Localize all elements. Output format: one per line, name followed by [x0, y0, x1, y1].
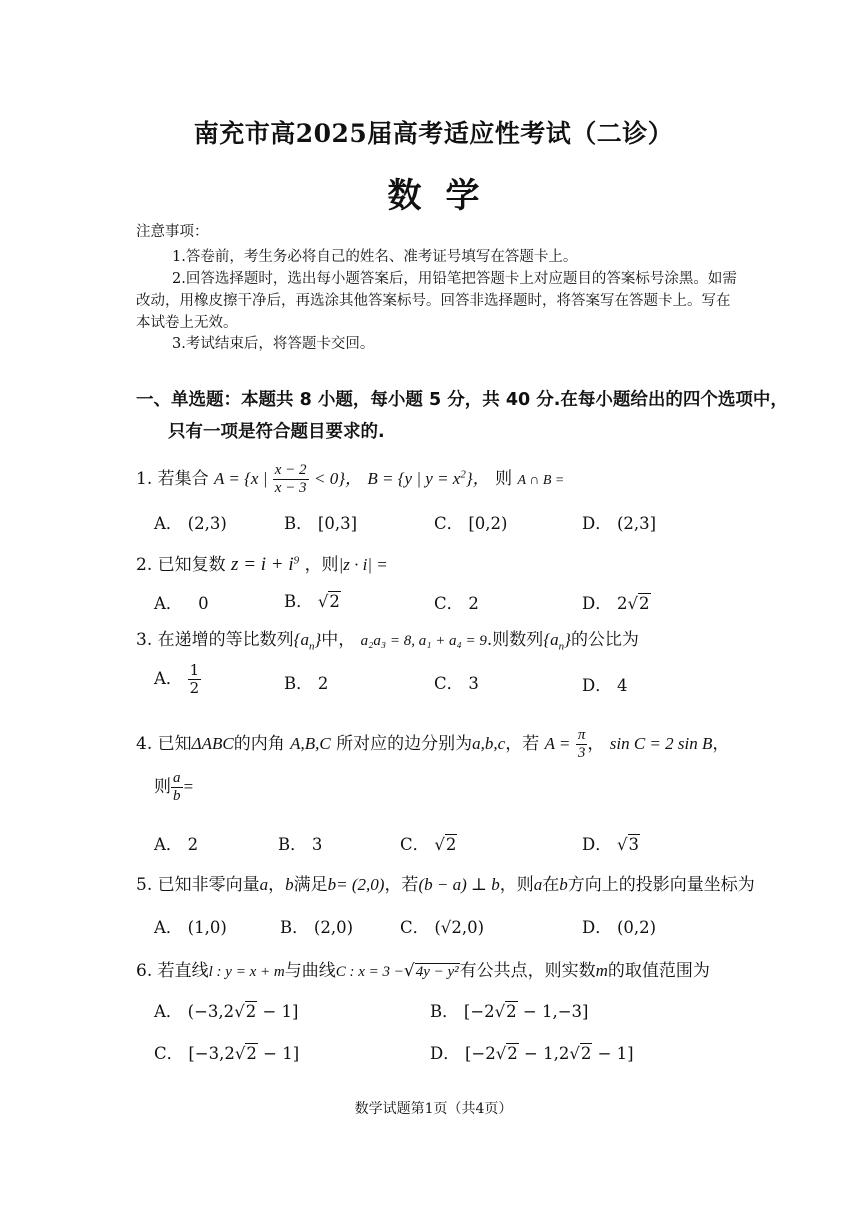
vector-a: a: [259, 875, 269, 894]
option-a: [154, 662, 201, 697]
option-label: C．: [400, 835, 430, 854]
math-expr: B = {y | y = x: [367, 469, 461, 488]
option-value: [0,3]: [317, 514, 358, 533]
question-number: 2.: [136, 555, 153, 575]
math-expr: (b − a) ⊥ b: [418, 875, 500, 894]
option-label: D．: [582, 918, 612, 937]
option-label: A．: [154, 1002, 183, 1021]
fraction-denominator: 3: [577, 745, 586, 761]
fraction-denominator: 2: [189, 679, 200, 697]
question-number: 5.: [136, 875, 153, 895]
superscript: 9: [293, 554, 300, 567]
option-value: [−3,2: [188, 1044, 235, 1063]
option-label: D．: [582, 514, 612, 533]
option-value: − 1]: [257, 1044, 300, 1063]
question-text: 满足: [293, 875, 328, 895]
math-expr: l : y = x + m: [208, 964, 285, 980]
question-4: [136, 727, 729, 762]
question-number: 4.: [136, 734, 153, 754]
vector-b: b: [327, 875, 337, 894]
option-value: 3: [468, 674, 479, 693]
vector-b: b: [285, 875, 294, 894]
option-value: (0,2): [616, 918, 657, 937]
option-value: (2,0): [313, 918, 354, 937]
vector-b: b: [559, 875, 568, 894]
sqrt-radicand: 2: [506, 1002, 517, 1021]
math-expr: ΔABC: [191, 734, 234, 753]
math-expr: }，: [465, 469, 490, 488]
math-expr: A = {x |: [214, 469, 268, 488]
option-label: B．: [284, 674, 313, 693]
math-expr: A =: [544, 734, 571, 753]
math-expr: |z · i| =: [338, 555, 388, 574]
notice-item-1: 1.答卷前，考生务必将自己的姓名、准考证号填写在答题卡上。: [172, 249, 578, 265]
option-value: 4: [616, 676, 628, 695]
option-b: [284, 670, 328, 694]
option-b: B． [−2√2 − 1,−3]: [430, 1002, 589, 1021]
fraction-numerator: 1: [189, 661, 200, 679]
question-text: 若直线: [157, 961, 209, 981]
option-b: B． √2: [284, 592, 340, 611]
option-label: B．: [284, 592, 313, 611]
question-text: ，若: [384, 875, 419, 895]
math-expr: {a: [293, 630, 309, 649]
option-a: [154, 914, 227, 938]
fraction: [273, 462, 309, 497]
question-text: 的取值范围为: [607, 961, 710, 981]
question-text: 已知: [157, 734, 192, 754]
question-text: ，则: [499, 875, 534, 895]
option-label: C．: [434, 514, 464, 533]
option-d: [582, 510, 656, 534]
option-d: D． 2√2: [582, 594, 650, 613]
fraction: [171, 770, 183, 805]
option-d: [582, 672, 627, 696]
option-a: [154, 831, 198, 855]
option-label: B．: [278, 835, 307, 854]
math-expr: A,B,C: [290, 734, 331, 753]
question-number: 1.: [136, 469, 153, 489]
option-value: 2: [468, 594, 479, 613]
option-value: (1,0): [187, 918, 227, 937]
sqrt-radicand: 4y − y²: [415, 964, 459, 980]
sqrt-radicand: 3: [628, 835, 639, 854]
option-label: C．: [400, 918, 430, 937]
option-value: 2: [187, 835, 199, 854]
option-b: [284, 510, 357, 534]
math-expr: {a: [543, 630, 559, 649]
option-d: D． [−2√2 − 1,2√2 − 1]: [430, 1044, 634, 1063]
option-value: − 1,2: [518, 1044, 570, 1063]
question-text: ，若: [505, 734, 540, 754]
fraction: [188, 662, 202, 697]
option-value: 2,0: [451, 918, 478, 937]
question-3: [136, 625, 639, 652]
question-number: 6.: [136, 961, 153, 981]
option-label: D．: [582, 835, 612, 854]
notice-heading: 注意事项：: [136, 224, 209, 240]
math-expr: z = i + i: [231, 554, 294, 575]
option-value: 2: [317, 674, 329, 693]
option-label: D．: [430, 1044, 460, 1063]
question-number: 3.: [136, 630, 153, 650]
sqrt-radicand: 2: [445, 835, 457, 854]
option-value: (−3,2: [187, 1002, 235, 1021]
page-footer: 数学试题第1页（共4页）: [354, 1101, 513, 1117]
math-expr: sin C = 2 sin B: [609, 734, 713, 753]
question-4-line-2: [154, 770, 194, 805]
question-text: .则数列: [486, 630, 544, 650]
question-1: [136, 462, 564, 497]
question-text: 已知非零向量: [157, 875, 260, 895]
question-text: 方向上的投影向量坐标为: [567, 875, 755, 895]
subject-title: 数学: [387, 176, 504, 216]
sqrt-radicand: 2: [580, 1044, 592, 1063]
fraction-numerator: π: [577, 727, 586, 743]
option-label: C．: [434, 674, 464, 693]
question-text: ，: [587, 734, 605, 754]
option-d: D． √3: [582, 835, 639, 854]
option-value: 3: [311, 835, 323, 854]
math-expr: < 0}，: [313, 469, 362, 488]
math-expr: }: [564, 630, 571, 649]
sqrt-radicand: 2: [507, 1044, 518, 1063]
option-label: A．: [154, 835, 183, 854]
fraction-numerator: a: [173, 770, 181, 786]
section-heading-continued: 只有一项是符合题目要求的.: [168, 422, 385, 442]
math-expr: a₂a₃ = 8, a₁ + a₄ = 9: [360, 633, 487, 649]
option-label: A．: [154, 918, 183, 937]
sqrt-radicand: 2: [639, 594, 650, 613]
exam-title: 南充市高2025届高考适应性考试（二诊）: [193, 119, 674, 148]
question-text: 则: [154, 777, 171, 797]
superscript: 2: [460, 468, 466, 481]
question-text: ，: [712, 734, 730, 754]
option-value: [0,2): [468, 514, 508, 533]
option-label: D．: [582, 676, 612, 695]
option-value: − 1,−3]: [517, 1002, 589, 1021]
math-expr: m: [595, 961, 608, 980]
notice-item-2-line-1: 2.回答选择题时，选出每小题答案后，用铅笔把答题卡上对应题目的答案标号涂黑。如需: [172, 271, 737, 287]
question-2: [136, 550, 388, 576]
fraction-denominator: b: [173, 788, 181, 804]
option-b: [280, 914, 353, 938]
question-text: 的公比为: [570, 630, 639, 650]
option-value: [−2: [463, 1002, 495, 1021]
option-value: (2,3): [187, 514, 227, 533]
option-c: [434, 590, 479, 614]
option-label: B．: [280, 918, 309, 937]
option-label: C．: [434, 594, 464, 613]
option-c: C． (√2,0): [400, 918, 485, 937]
option-d: [582, 914, 656, 938]
notice-item-3: 3.考试结束后，将答题卡交回。: [172, 336, 375, 352]
option-a: A． (−3,2√2 − 1]: [154, 1002, 299, 1021]
option-value: (2,3]: [616, 514, 657, 533]
section-heading: 一、单选题：本题共 8 小题，每小题 5 分，共 40 分.在每小题给出的四个选项中，: [136, 390, 788, 410]
option-label: C．: [154, 1044, 184, 1063]
sqrt-radicand: 2: [246, 1044, 257, 1063]
question-text: ，: [268, 875, 286, 895]
math-expr: }: [314, 630, 322, 649]
option-label: B．: [284, 514, 313, 533]
question-text: 已知复数: [157, 555, 226, 575]
option-c: [434, 670, 479, 694]
math-expr: = (2,0): [336, 875, 385, 894]
option-coefficient: 2: [616, 594, 628, 613]
question-text: 有公共点，则实数: [459, 961, 596, 981]
option-value: − 1]: [592, 1044, 634, 1063]
option-value: [−2: [464, 1044, 496, 1063]
vector-a: a: [533, 875, 543, 894]
notice-item-2-line-3: 本试卷上无效。: [136, 315, 238, 331]
option-value: 0: [198, 594, 209, 613]
question-text: ，则: [304, 555, 339, 575]
option-a: [154, 590, 209, 614]
question-6: 6. 若直线l : y = x + m与曲线C : x = 3 −√4y − y²有公共点，则实数m的取值范围为: [136, 961, 710, 981]
option-c: C． √2: [400, 835, 457, 854]
fraction-numerator: x − 2: [274, 462, 307, 478]
question-text: 中，: [321, 630, 356, 650]
option-c: [434, 510, 508, 534]
question-text: 若集合: [157, 469, 209, 489]
question-text: 与曲线: [284, 961, 336, 981]
option-label: D．: [582, 594, 612, 613]
math-expr: a,b,c: [472, 734, 506, 753]
option-b: [278, 831, 322, 855]
question-text: 所对应的边分别为: [336, 734, 473, 754]
question-text: 在: [542, 875, 560, 895]
sqrt-radicand: 2: [245, 1002, 257, 1021]
question-5: [136, 870, 755, 895]
sqrt-radicand: 2: [329, 592, 340, 611]
question-text: 在递增的等比数列: [157, 630, 294, 650]
math-expr: A ∩ B =: [517, 473, 565, 488]
question-text: 的内角: [233, 734, 285, 754]
option-c: C． [−3,2√2 − 1]: [154, 1044, 300, 1063]
fraction: [576, 727, 588, 762]
subscript: n: [308, 640, 315, 653]
notice-item-2-line-2: 改动，用橡皮擦干净后，再选涂其他答案标号。回答非选择题时，将答案写在答题卡上。写在: [136, 293, 731, 309]
fraction-denominator: x − 3: [274, 480, 307, 496]
subscript: n: [558, 640, 565, 653]
question-text: 则: [495, 469, 513, 489]
option-label: B．: [430, 1002, 459, 1021]
option-label: A．: [154, 594, 183, 613]
option-value: − 1]: [257, 1002, 299, 1021]
math-expr: C : x = 3 −: [335, 964, 404, 980]
option-label: A．: [154, 514, 183, 533]
option-label: A．: [154, 669, 183, 688]
math-expr: =: [182, 777, 194, 796]
option-a: [154, 510, 227, 534]
